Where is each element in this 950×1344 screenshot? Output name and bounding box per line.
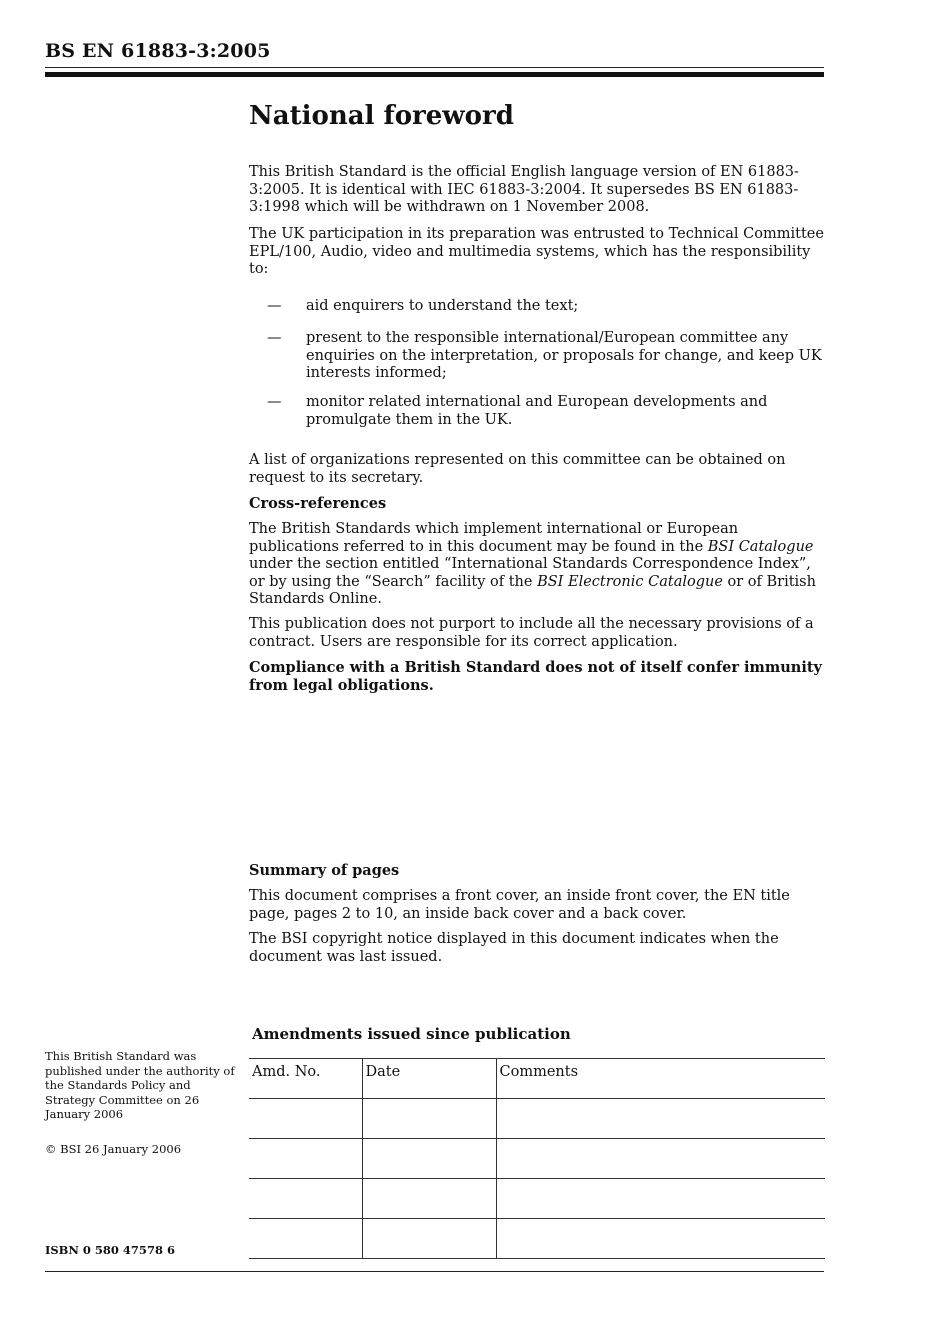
amendments-table — [249, 1058, 825, 1259]
table-cell — [496, 1179, 825, 1219]
table-cell — [249, 1099, 362, 1139]
list-dash: — — [267, 330, 282, 346]
committee-list-paragraph: A list of organizations represented on this committee can be obtained on request to its secretary. — [249, 452, 786, 486]
table-cell — [249, 1219, 362, 1259]
amendments-title: Amendments issued since publication — [252, 1025, 571, 1043]
table-cell — [362, 1139, 496, 1179]
cross-ref-text: The British Standards which implement international or European publications referred to in this document may be found in the — [249, 521, 739, 555]
cross-references-paragraph — [249, 521, 824, 609]
compliance-paragraph: Compliance with a British Standard does not of itself confer immunity from legal obligations. — [249, 659, 822, 694]
column-header-date: Date — [362, 1059, 496, 1099]
copyright-line: © BSI 26 January 2006 — [45, 1142, 182, 1156]
cross-ref-text: or of British Standards Online. — [249, 573, 816, 607]
table-cell — [496, 1219, 825, 1259]
table-row — [249, 1179, 825, 1219]
list-item-text: present to the responsible international/European committee any enquiries on the interpretation, or proposals for change, and keep UK interests informed; — [306, 330, 822, 381]
authority-note: This British Standard was published under the authority of the Standards Policy and Strategy Committee on 26 January 2006 — [45, 1049, 235, 1121]
footer-rule — [45, 1271, 824, 1272]
copyright-notice-paragraph: The BSI copyright notice displayed in this document indicates when the document was last issued. — [249, 931, 779, 965]
cross-ref-text: under the section entitled “International Standards Correspondence Index”, or by using the “Search” facility of the — [249, 556, 811, 590]
bsi-catalogue-ref: BSI Catalogue — [707, 538, 814, 555]
table-row — [249, 1099, 825, 1139]
cross-references-heading: Cross-references — [249, 495, 387, 512]
list-dash: — — [267, 394, 282, 410]
page-title: National foreword — [249, 101, 514, 131]
isbn: ISBN 0 580 47578 6 — [45, 1243, 175, 1257]
table-header-row — [249, 1059, 825, 1099]
intro-paragraph: This British Standard is the official English language version of EN 61883-3:2005. It is identical with IEC 61883-3:2004. It supersedes BS EN 61883-3:1998 which will be withdrawn on 1 November 2008. — [249, 164, 799, 215]
responsibilities-list — [249, 298, 824, 438]
header-rule-thick — [45, 72, 824, 77]
summary-heading: Summary of pages — [249, 862, 400, 879]
contract-paragraph: This publication does not purport to include all the necessary provisions of a contract. Users are responsible for its correct application. — [249, 616, 814, 650]
table-row — [249, 1139, 825, 1179]
table-cell — [362, 1099, 496, 1139]
table-row — [249, 1219, 825, 1259]
list-item-text: aid enquirers to understand the text; — [306, 298, 579, 314]
table-cell — [362, 1179, 496, 1219]
list-item-text: monitor related international and European developments and promulgate them in the UK. — [306, 394, 768, 428]
header-rule-thin — [45, 67, 824, 68]
table-cell — [362, 1219, 496, 1259]
document-id: BS EN 61883-3:2005 — [45, 40, 271, 62]
table-cell — [496, 1139, 825, 1179]
participation-paragraph: The UK participation in its preparation was entrusted to Technical Committee EPL/100, Audio, video and multimedia systems, which has the responsibility to: — [249, 226, 824, 277]
list-dash: — — [267, 298, 282, 314]
summary-paragraph: This document comprises a front cover, an inside front cover, the EN title page, pages 2 to 10, an inside back cover and a back cover. — [249, 888, 790, 922]
table-cell — [249, 1139, 362, 1179]
table-cell — [496, 1099, 825, 1139]
table-cell — [249, 1179, 362, 1219]
column-header-comments: Comments — [496, 1059, 825, 1099]
column-header-amd-no: Amd. No. — [249, 1059, 362, 1099]
bsi-electronic-catalogue-ref: BSI Electronic Catalogue — [537, 573, 723, 590]
